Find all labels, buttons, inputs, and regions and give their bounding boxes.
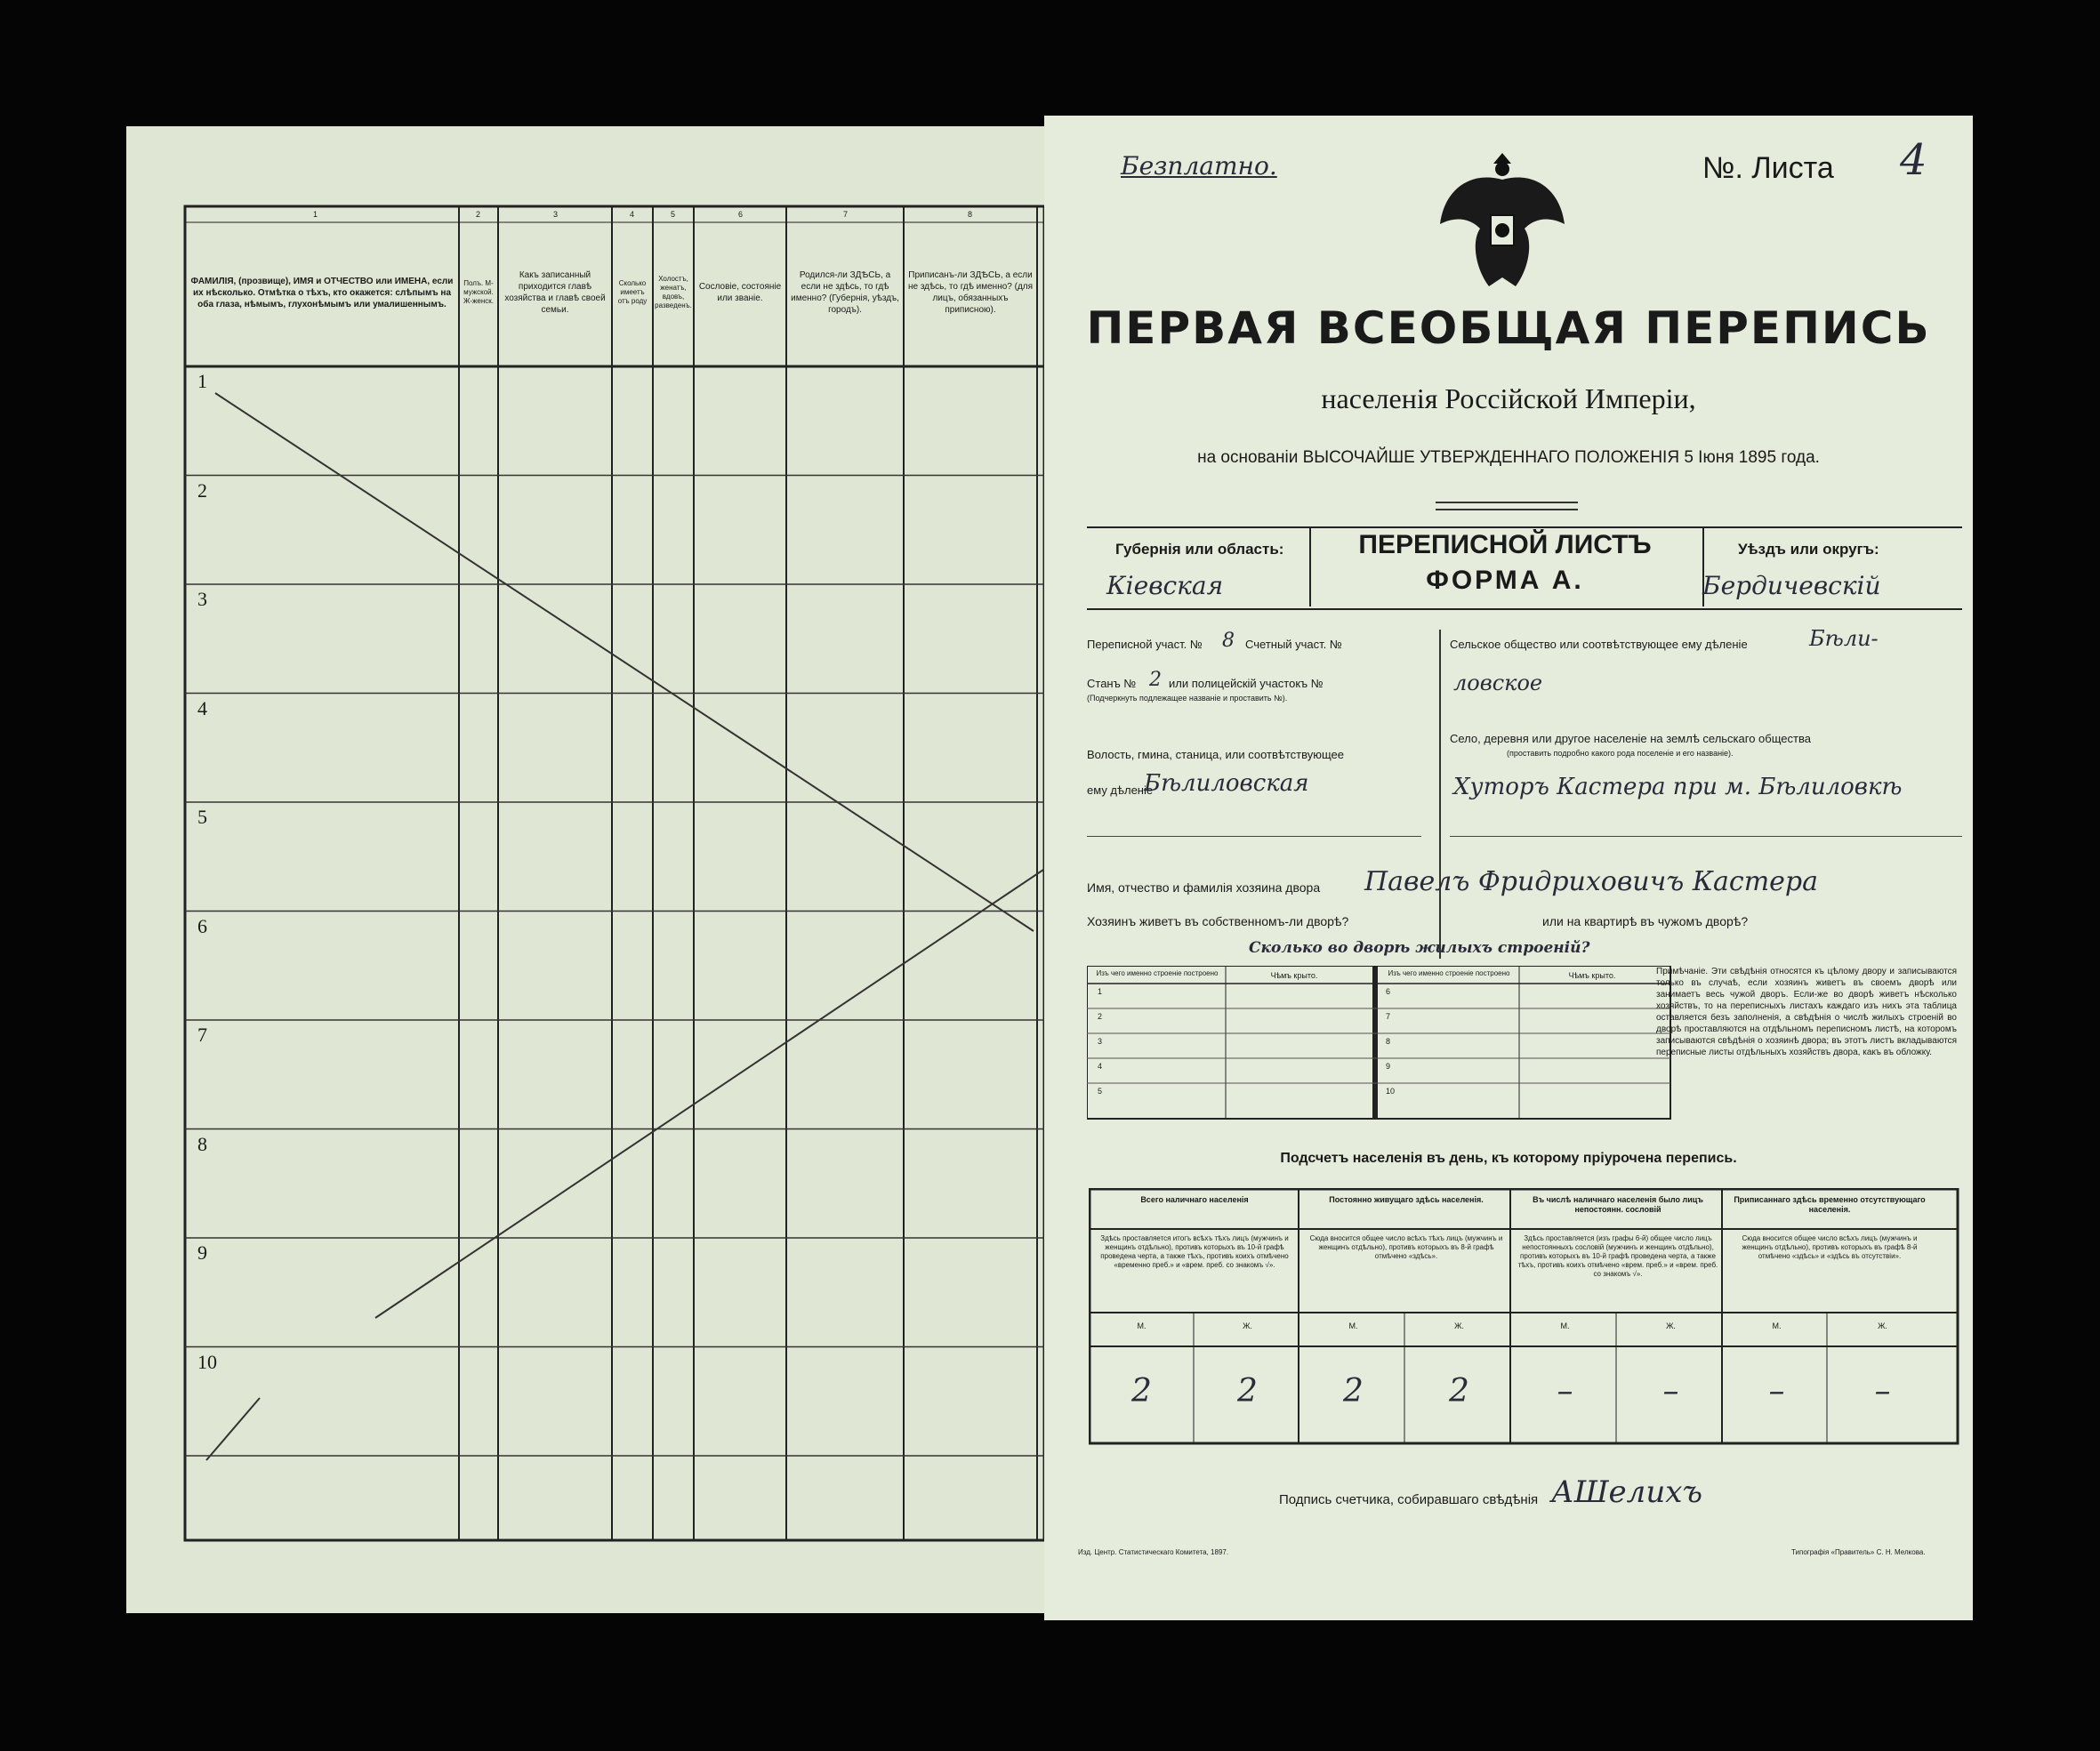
lives-label: Хозяинъ живетъ въ собственномъ-ли дворѣ? [1087,914,1349,928]
owner-label: Имя, отчество и фамилія хозяина двора [1087,880,1321,895]
stan-value: 2 [1149,669,1162,691]
count-col-description: Сюда вносится общее число всѣхъ лицъ (мужчинъ и женщинъ отдѣльно), противъ которыхъ въ графѣ 8-й отмѣчено «здѣсь» и «здѣсь въ отсутствіи». [1742,1234,1918,1260]
selskoe-label: Сельское общество или соотвѣтствующее ему дѣленіе [1450,638,1748,651]
stan-label: Станъ № [1087,677,1137,690]
col2-header: Полъ. М-мужской. Ж-женск. [463,279,494,305]
col6-header: Сословіе, состояніе или званіе. [698,282,782,303]
selskoe-value: Бѣли- [1809,626,1879,651]
footer-right: Типографія «Правитель» С. Н. Мелкова. [1791,1548,1926,1556]
selo-label: Село, деревня или другое населеніе на землѣ сельскаго общества [1450,732,1811,745]
uchastok-label: Переписной участ. № [1087,638,1203,651]
sex-label: М. [1560,1321,1570,1330]
building-row-number: 1 [1098,987,1103,996]
col1-header: ФАМИЛІЯ, (прозвище), ИМЯ и ОТЧЕСТВО или ИМЕНА, если их нѣсколько. Отмѣтка о тѣхъ, кто окажется: слѣпымъ на оба глаза, нѣмымъ, глухонѣмымъ или умалишеннымъ. [190,276,454,309]
volost-label2: ему дѣленіе [1087,783,1154,797]
count-col-title: Приписаннаго здѣсь временно отсутствующаго населенія. [1734,1195,1926,1214]
volost-value: Бѣлиловская [1144,770,1309,797]
row-number: 3 [197,588,207,610]
building-row-number: 6 [1386,987,1391,996]
signature-label: Подпись счетчика, собиравшаго свѣдѣнія [1279,1492,1539,1507]
row-number: 2 [197,478,207,502]
selo-value: Хуторъ Кастера при м. Бѣлиловкѣ [1453,774,1903,800]
count-col-title: Постоянно живущаго здѣсь населенія. [1329,1195,1484,1204]
col8-header: Приписанъ-ли ЗДѢСЬ, а если не здѣсь, то гдѣ именно? (для лицъ, обязанныхъ приписною). [907,270,1034,315]
buildings-table-grid [1087,966,1674,1122]
buildings-col1-left: Изъ чего именно строеніе построено [1096,969,1219,977]
row-number: 9 [197,1241,207,1264]
sex-label: М. [1137,1321,1147,1330]
buildings-note: Примѣчаніе. Эти свѣдѣнія относятся къ цѣлому двору и записываются только въ случаѣ, если хозяинъ живетъ въ своемъ дворѣ или занимаетъ весь чужой дворъ. Если-же во дворѣ живетъ нѣсколько хозяйствъ, то на переписныхъ листахъ каждаго изъ нихъ эта таблица оставляется безъ заполненія, а свѣдѣнія о числѣ жилыхъ строеній во дворѣ проставляются на отдѣльномъ переписномъ листѣ, на которомъ записываются свѣдѣнія о хозяинѣ двора; въ этотъ листъ вкладываются переписные листы отдѣльныхъ хозяйствъ двора, какъ въ обложку. [1656,967,1957,1057]
count-col-description: Здѣсь проставляется (изъ графы 6-й) общее число лицъ непостоянныхъ сословій (мужчинъ и женщинъ отдѣльно), противъ которыхъ въ 10-й графѣ проведена черта, а также тѣхъ, противъ коихъ отмѣчено «врем. преб.» и «врем. преб. со знакомъ √». [1517,1234,1718,1278]
buildings-col1-right: Изъ чего именно строеніе построено [1388,969,1510,977]
sex-label: Ж. [1666,1321,1676,1330]
col7-num: 7 [843,210,849,219]
count-col-description: Здѣсь проставляется итогъ всѣхъ тѣхъ лицъ (мужчинъ и женщинъ отдѣльно), противъ которыхъ въ 10-й графѣ проведена черта, а также тѣхъ, противъ коихъ отмѣчено «временно преб.» и «врем. преб. со знакомъ √». [1100,1234,1289,1269]
count-col-title: Въ числѣ наличнаго населенія было лицъ непостоянн. сословій [1533,1195,1703,1214]
count-value: – [1768,1373,1785,1410]
page-subtitle: населенія Россійской Имперіи, [1321,382,1696,414]
col1-num: 1 [313,210,318,219]
col4-header: Сколько имеетъ отъ роду [617,279,648,305]
col6-num: 6 [738,210,744,219]
count-title: Подсчетъ населенія въ день, къ которому пріурочена перепись. [1280,1151,1737,1166]
col8-num: 8 [968,210,973,219]
sheet-no-value: 4 [1900,135,1927,185]
imperial-eagle-emblem [1436,144,1569,293]
count-col-title: Всего наличнаго населенія [1140,1195,1249,1204]
address-divider [1439,630,1441,959]
stan-note: (Подчеркнуть подлежащее названіе и проставить №). [1087,694,1288,703]
sex-label: Ж. [1454,1321,1464,1330]
sheet-no-label: №. Листа [1702,151,1834,185]
row-number: 5 [197,806,207,828]
form-title: ПЕРЕПИСНОЙ ЛИСТЪ [1358,530,1652,559]
sex-label: Ж. [1243,1321,1252,1330]
row-number: 7 [197,1024,207,1046]
col7-header: Родился-ли ЗДѢСЬ, а если не здѣсь, то гдѣ именно? (Губернія, уѣздъ, городъ). [791,270,899,315]
gubernia-label: Губернія или область: [1115,541,1284,558]
building-row-number: 7 [1386,1012,1391,1021]
row-number: 1 [197,370,207,392]
owner-value: Павелъ Фридриховичъ Кастера [1364,866,1819,897]
cross-line-3 [206,1398,260,1460]
selo-underline [1450,836,1962,837]
building-row-number: 2 [1098,1012,1103,1021]
schetny-label: Счетный участ. № [1245,638,1342,651]
uezd-value: Бердичевскій [1702,571,1881,600]
left-page [126,126,1044,1613]
volost-underline [1087,836,1421,837]
count-value: 2 [1131,1373,1152,1410]
row-number: 6 [197,914,207,937]
row-number: 8 [197,1132,207,1155]
sex-label: Ж. [1878,1321,1887,1330]
stan-suffix: или полицейскій участокъ № [1169,677,1324,690]
page-title: ПЕРВАЯ ВСЕОБЩАЯ ПЕРЕПИСЬ [1086,302,1931,354]
sex-label: М. [1772,1321,1782,1330]
selo-note: (проставить подробно какого рода поселеніе и его названіе). [1507,749,1734,758]
row-number: 4 [197,696,207,719]
col2-num: 2 [476,210,481,219]
building-row-number: 9 [1386,1062,1391,1071]
col3-num: 3 [553,210,559,219]
building-row-number: 3 [1098,1037,1103,1046]
form-name: ФОРМА А. [1426,566,1584,595]
right-page [1044,116,1973,1620]
count-value: – [1874,1373,1891,1410]
basis-text: на основаніи ВЫСОЧАЙШЕ УТВЕРЖДЕННАГО ПОЛОЖЕНІЯ 5 Іюня 1895 года. [1197,448,1820,467]
count-value: – [1662,1373,1679,1410]
count-value: 2 [1237,1373,1258,1410]
building-row-number: 5 [1098,1087,1103,1096]
count-value: – [1557,1373,1573,1410]
row-number: 10 [197,1350,217,1373]
signature: АШелихъ [1551,1474,1703,1510]
lives-label2: или на квартирѣ въ чужомъ дворѣ? [1542,914,1749,928]
volost-label: Волость, гмина, станица, или соотвѣтствующее [1087,748,1344,761]
count-col-description: Сюда вносится общее число всѣхъ тѣхъ лицъ (мужчинъ и женщинъ отдѣльно), противъ которыхъ въ 8-й графѣ отмѣчено «здѣсь». [1309,1234,1503,1260]
sex-label: М. [1348,1321,1358,1330]
col5-num: 5 [671,210,676,219]
uchastok-value: 8 [1222,630,1235,652]
col3-header: Какъ записанный приходится главѣ хозяйства и главѣ своей семьи. [504,270,606,315]
footer-left: Изд. Центр. Статистическаго Комитета, 1897. [1078,1548,1229,1556]
cross-line-1 [215,393,1034,931]
count-value: 2 [1343,1373,1364,1410]
count-value: 2 [1449,1373,1469,1410]
buildings-title: Сколько во дворѣ жилыхъ строеній? [1249,939,1590,957]
buildings-col2-left: Чѣмъ крыто. [1270,971,1318,980]
building-row-number: 4 [1098,1062,1103,1071]
col5-header: Холостъ, женатъ, вдовъ, разведенъ. [655,275,692,309]
uezd-label: Уѣздъ или округъ: [1738,541,1879,558]
free-label: Безплатно. [1121,151,1277,181]
ornament-divider [1436,502,1578,510]
building-row-number: 8 [1386,1037,1391,1046]
gubernia-value: Кіевская [1106,571,1224,600]
col4-num: 4 [630,210,635,219]
buildings-col2-right: Чѣмъ крыто. [1568,971,1616,980]
cross-line-2 [375,864,1044,1318]
building-row-number: 10 [1386,1087,1396,1096]
selskoe-value2: ловское [1453,671,1543,695]
